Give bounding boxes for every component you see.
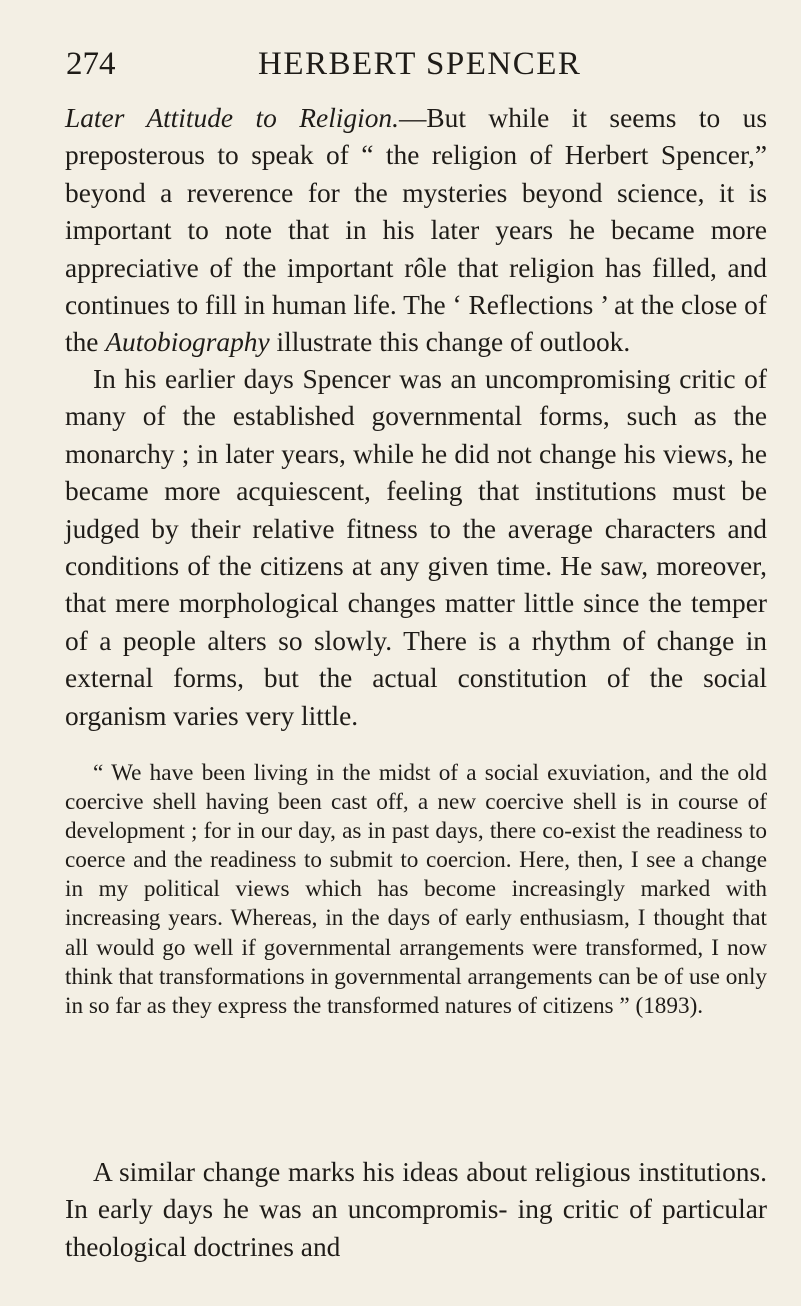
running-head: HERBERT SPENCER [258, 46, 582, 82]
section-heading: Later Attitude to Religion. [65, 103, 399, 133]
paragraph-later-attitude [65, 100, 767, 362]
paragraph-text: —But while it seems to us preposterous to speak of “ the religion of Herbert Spencer,” beyond a reverence for the mysteries beyond science, it is important to note that in his later years he became more appreciative of the important rôle that religion has filled, and continues to fill in human life. The ‘ Reflections ’ at the close of the [65, 103, 767, 358]
paragraph-text-end: illustrate this change of outlook. [269, 327, 631, 358]
paragraph-earlier-days: In his earlier days Spencer was an uncompromising critic of many of the established governmental forms, such as the monarchy ; in later years, while he did not change his views, he became more acquiescent, feeling that institutions must be judged by their relative fitness to the average characters and conditions of the citizens at any given time. He saw, moreover, that mere morphological changes matter little since the temper of a people alters so slowly. There is a rhythm of change in external forms, but the actual constitution of the social organism varies very little. [65, 364, 767, 731]
paragraph-religious-institutions: A similar change marks his ideas about religious institutions. In early days he was an uncompromis- ing critic of particular theological doctrines and [65, 1157, 767, 1262]
block-quotation: “ We have been living in the midst of a social exuviation, and the old coercive shell having been cast off, a new coercive shell is in course of development ; for in our day, as in past days, there co-exist the readiness to coerce and the readiness to submit to coercion. Here, then, I see a change in my political views which has become increasingly marked with increasing years. Whereas, in the days of early enthusiasm, I thought that all would go well if governmental arrangements were transformed, I now think that transformations in governmental arrangements can be of use only in so far as they express the transformed natures of citizens ” (1893). [65, 760, 767, 1019]
book-title: Autobiography [105, 327, 270, 358]
page-header [0, 46, 801, 96]
page-number: 274 [66, 46, 116, 82]
